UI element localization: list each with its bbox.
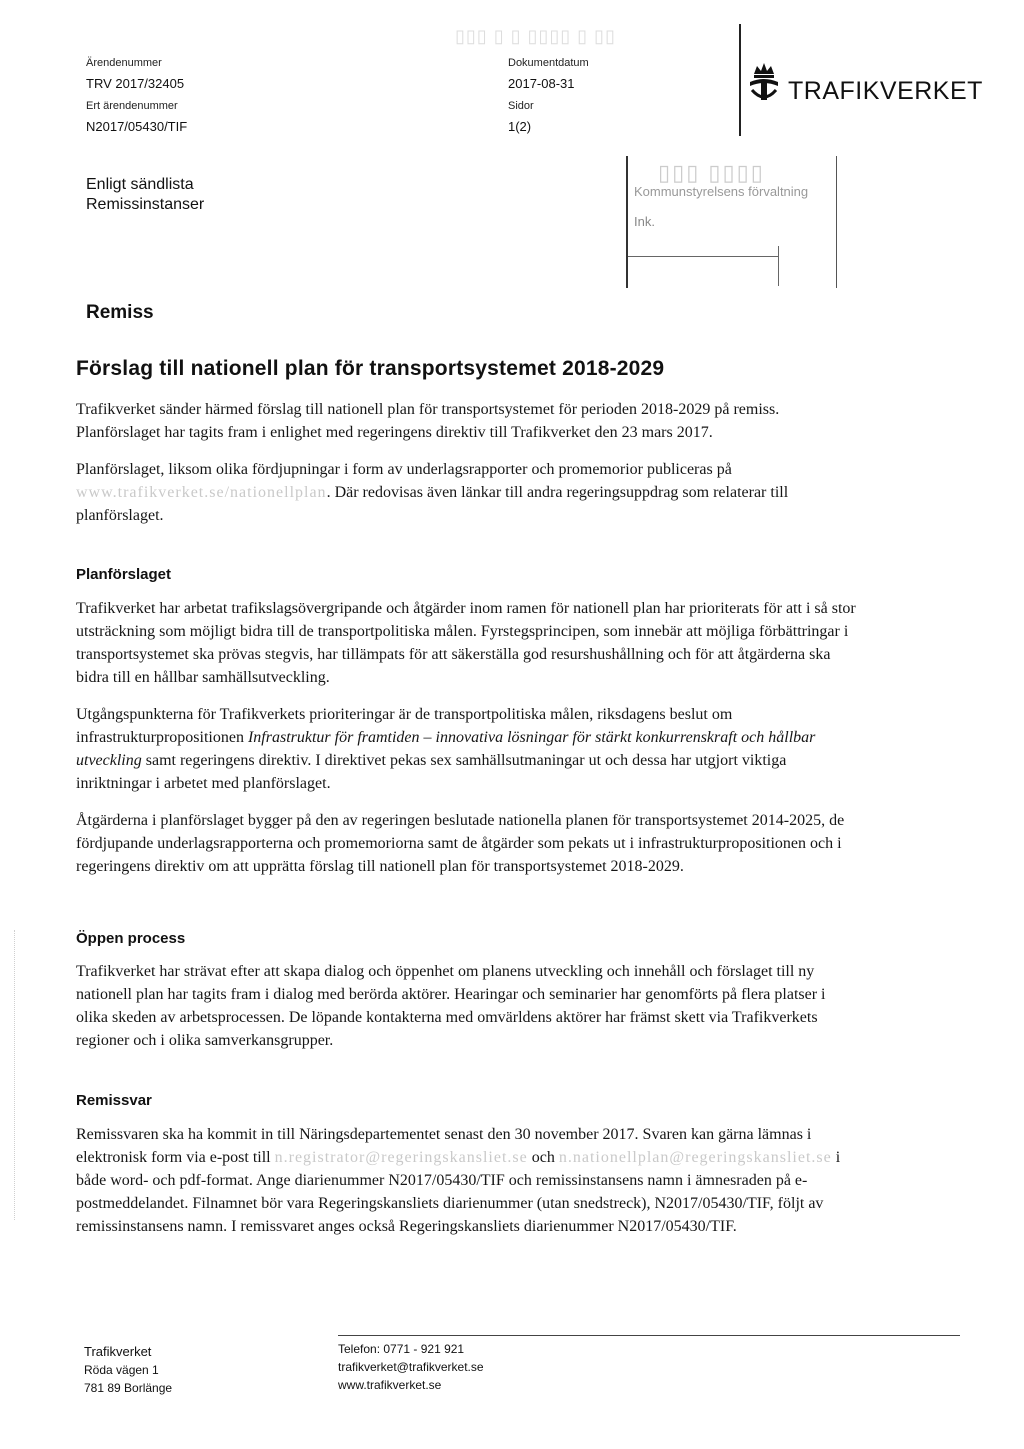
remissvar-section [76,1123,856,1238]
document-date-label: Dokumentdatum [508,57,589,69]
side-margin-text [14,930,27,1220]
document-date-value: 2017-08-31 [508,76,575,91]
stamp-line-1: Kommunstyrelsens förvaltning [634,184,809,199]
recipient-line-2: Remissinstanser [86,196,205,213]
your-case-number-value: N2017/05430/TIF [86,119,188,134]
open-paragraph-1: Trafikverket har strävat efter att skapa dialog och öppenhet om planens utveckling och innehåll och förslaget till ny nationell plan har tagits fram i dialog med berörda aktörer. Hearingar och seminarier har genomförts på flera platser i olika skeden av arbetsprocessen. De löpande kontakterna med omvärldens aktörer har främst skett via Trafikverkets regioner och i olika samverkansgrupper. [76,963,826,1049]
footer-org: Trafikverket [84,1344,152,1359]
nationellplan-email-link[interactable]: n.nationellplan@regeringskansliet.se [558,1149,832,1166]
pages-value: 1(2) [508,119,532,134]
reply-paragraph-1: Remissvaren ska ha kommit in till Näringsdepartementet senast den 30 november 2017. Svaren kan gärna lämnas i elektronisk form via e-post till n.registrator@regeringskansliet.se och n.nationellplan@regeringskansliet.se i både word- och pdf-format. Ange diarienummer N2017/05430/TIF och remissinstansens namn i ämnesraden på e-postmeddelandet. Filnamnet bör vara Regeringskansliets diarienummer (utan snedstreck), N2017/05430/TIF, följt av remissinstansens namn. I remissvaret anges också Regeringskansliets diarienummer N2017/05430/TIF. [76,1126,841,1235]
registrator-email-link[interactable]: n.registrator@regeringskansliet.se [274,1149,528,1166]
case-number-label: Ärendenummer [86,57,162,69]
plan-paragraph-3: Åtgärderna i planförslaget bygger på den av regeringen beslutade nationella planen för transportsystemet 2014-2025, de fördjupande underlagsrapporterna och promemoriorna samt de åtgärder som pekats ut i infrastrukturpropositionen och i regeringens direktiv om att upprätta förslag till nationell plan för transportsystemet 2018-2029. [76,812,845,875]
footer-rule [338,1335,960,1336]
intro-paragraph-1: Trafikverket sänder härmed förslag till nationell plan för transportsystemet för perioden 2018-2029 på remiss. Planförslaget har tagits fram i enlighet med regeringens direktiv till Trafikverket den 23 mars 2017. [76,401,780,441]
received-stamp: ▯▯▯ ▯▯▯▯ Kommunstyrelsens förvaltning Ink. [626,156,837,288]
nationellplan-link[interactable]: www.trafikverket.se/nationellplan [76,484,327,501]
page-title: Förslag till nationell plan för transportsystemet 2018-2029 [76,357,665,380]
brand-name: TRAFIKVERKET [788,77,983,105]
recipient-line-1: Enligt sändlista [86,176,194,193]
footer-address [84,1344,172,1396]
heading-oppen-process: Öppen process [76,930,186,947]
brand-divider [739,24,741,136]
intro-paragraph-2: Planförslaget, liksom olika fördjupningar i form av underlagsrapporter och promemorior publiceras på www.trafikverket.se/nationellplan. Där redovisas även länkar till andra regeringsuppdrag som relaterar till planförslaget. [76,461,789,524]
planforslaget-section [76,597,856,878]
header-stamp: ▯▯▯ ▯ ▯ ▯▯▯▯ ▯ ▯▯ [455,26,616,46]
footer-email[interactable]: trafikverket@trafikverket.se [338,1360,484,1374]
intro-section [76,398,856,527]
pages-label: Sidor [508,100,534,112]
document-type: Remiss [86,302,154,323]
stamp-line-2: Ink. [634,214,655,229]
case-number-value: TRV 2017/32405 [86,76,185,91]
plan-paragraph-2: Utgångspunkterna för Trafikverkets prioriteringar är de transportpolitiska målen, riksdagens beslut om infrastrukturpropositionen Infrastruktur för framtiden – innovativa lösningar för stärkt konkurrenskraft och hållbar utveckling samt regeringens direktiv. I direktivet pekas sex samhällsutmaningar ut och dessa har utgjort viktiga inriktningar i arbetet med planförslaget. [76,706,816,792]
heading-planforslaget: Planförslaget [76,566,172,583]
crown-logo-icon [746,60,782,106]
footer-phone: Telefon: 0771 - 921 921 [338,1342,465,1356]
footer-street: Röda vägen 1 [84,1363,159,1377]
footer-contact [338,1341,484,1393]
oppen-process-section [76,960,856,1052]
footer-web[interactable]: www.trafikverket.se [338,1378,442,1392]
heading-remissvar: Remissvar [76,1092,152,1109]
plan-paragraph-1: Trafikverket har arbetat trafikslagsövergripande och åtgärder inom ramen för nationell plan har prioriterats för att i så stor utsträckning som möjligt bidra till de transportpolitiska målen. Fyrstegsprincipen, som innebär att möjliga förbättringar i transportsystemet ska prövas stegvis, har tillämpats för att säkerställa god resurshushållning och för att åtgärderna ska bidra till en hållbar samhällsutveckling. [76,600,856,686]
your-case-number-label: Ert ärendenummer [86,100,178,112]
footer-city: 781 89 Borlänge [84,1381,173,1395]
